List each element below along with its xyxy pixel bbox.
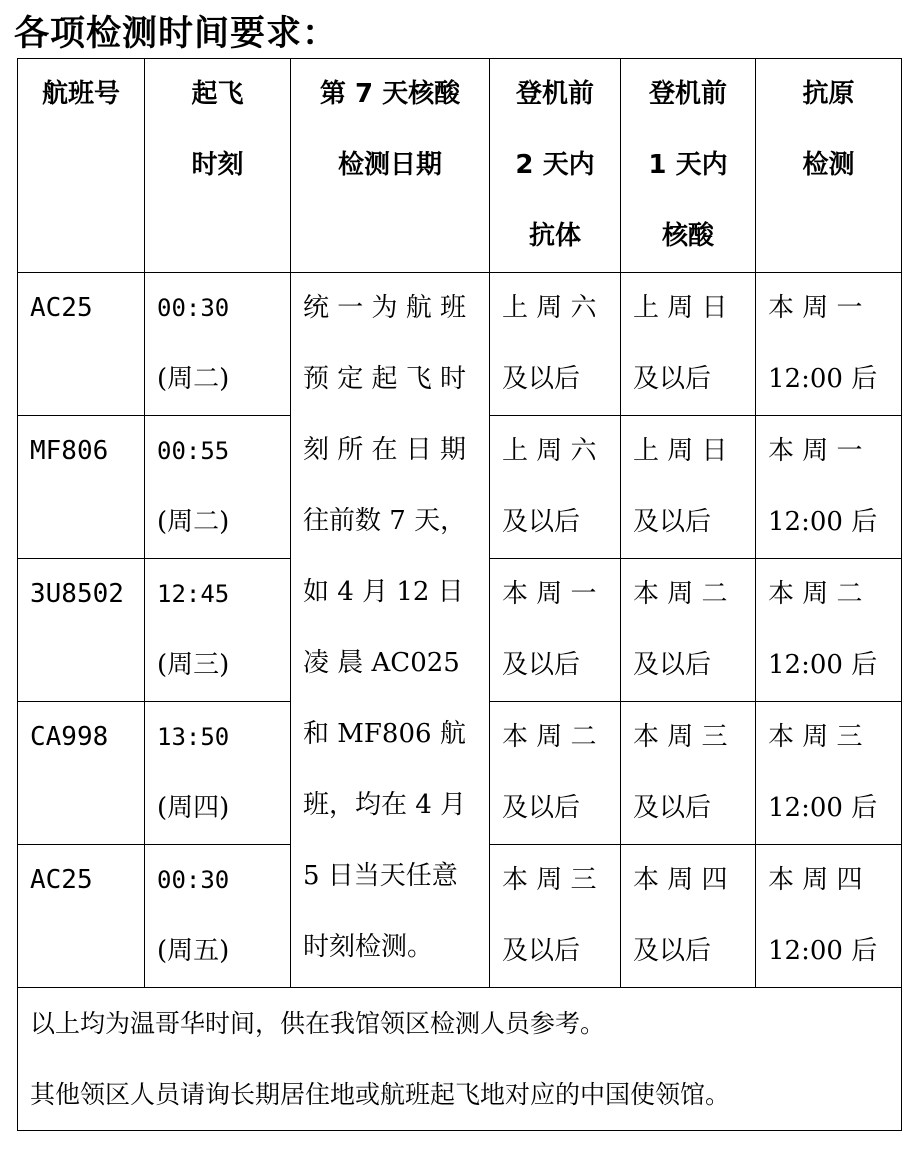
antibody-cell: 上 周 六 及以后 xyxy=(490,416,621,559)
footer-note-line: 以上均为温哥华时间，供在我馆领区检测人员参考。 xyxy=(30,1009,606,1038)
departure-time-cell: 13:50 (周四) xyxy=(145,702,291,845)
footer-note-row xyxy=(18,988,902,1131)
antigen-cell: 本 周 一 12:00 后 xyxy=(756,416,902,559)
flight-number-cell: 3U8502 xyxy=(18,559,145,702)
antigen-cell: 本 周 四 12:00 后 xyxy=(756,845,902,988)
antibody-cell: 上 周 六 及以后 xyxy=(490,273,621,416)
header-antigen-test: 抗原 检测 xyxy=(756,59,902,273)
flight-number-cell: CA998 xyxy=(18,702,145,845)
table-row xyxy=(18,273,902,416)
antibody-cell: 本 周 三 及以后 xyxy=(490,845,621,988)
antigen-cell: 本 周 二 12:00 后 xyxy=(756,559,902,702)
table-header-row xyxy=(18,59,902,273)
departure-time-cell: 00:55 (周二) xyxy=(145,416,291,559)
page-title: 各项检测时间要求： xyxy=(14,14,339,54)
header-nat-1day: 登机前 1 天内 核酸 xyxy=(621,59,756,273)
departure-time-cell: 12:45 (周三) xyxy=(145,559,291,702)
nat-cell: 上 周 日 及以后 xyxy=(621,416,756,559)
flight-number-cell: AC25 xyxy=(18,273,145,416)
header-day7-nat-date: 第 7 天核酸 检测日期 xyxy=(291,59,490,273)
nat-cell: 本 周 二 及以后 xyxy=(621,559,756,702)
footer-note-cell xyxy=(18,988,902,1131)
nat-cell: 本 周 三 及以后 xyxy=(621,702,756,845)
testing-schedule-table xyxy=(17,58,902,1131)
departure-time-cell: 00:30 (周二) xyxy=(145,273,291,416)
antigen-cell: 本 周 一 12:00 后 xyxy=(756,273,902,416)
header-departure-time: 起飞 时刻 xyxy=(145,59,291,273)
departure-time-cell: 00:30 (周五) xyxy=(145,845,291,988)
antibody-cell: 本 周 二 及以后 xyxy=(490,702,621,845)
nat-cell: 上 周 日 及以后 xyxy=(621,273,756,416)
merged-nat-note-cell: 统 一 为 航 班 预 定 起 飞 时 刻 所 在 日 期 往前数 7 天， 如 4 月 12 日 凌 晨 AC025 和 MF806 航 班，均在 4 月 5 日当天任意 时刻检测。 xyxy=(291,273,490,988)
footer-note-line: 其他领区人员请询长期居住地或航班起飞地对应的中国使领馆。 xyxy=(30,1080,731,1109)
antibody-cell: 本 周 一 及以后 xyxy=(490,559,621,702)
antigen-cell: 本 周 三 12:00 后 xyxy=(756,702,902,845)
header-antibody-2days: 登机前 2 天内 抗体 xyxy=(490,59,621,273)
nat-cell: 本 周 四 及以后 xyxy=(621,845,756,988)
flight-number-cell: AC25 xyxy=(18,845,145,988)
header-flight-number: 航班号 xyxy=(18,59,145,273)
flight-number-cell: MF806 xyxy=(18,416,145,559)
